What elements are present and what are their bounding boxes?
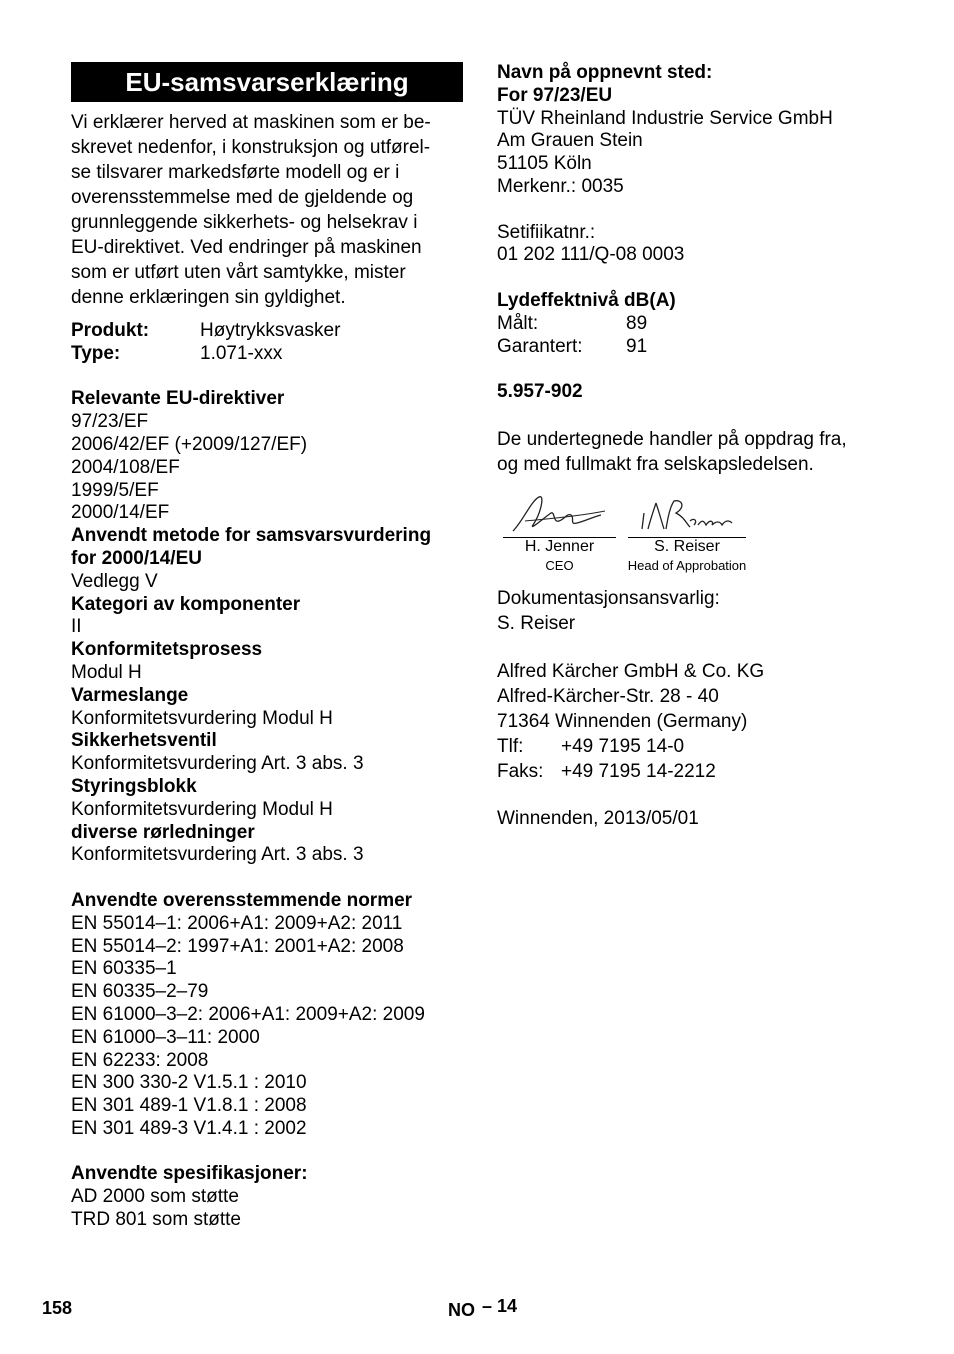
norm-item: EN 61000–3–2: 2006+A1: 2009+A2: 2009 — [71, 1003, 425, 1025]
company-block — [497, 659, 897, 734]
category-heading: Kategori av komponenter — [71, 593, 301, 615]
certificate-label: Setifiikatnr.: — [497, 221, 596, 243]
directive-item: 2006/42/EF (+2009/127/EF) — [71, 433, 308, 455]
category-value: II — [71, 616, 82, 638]
specs-heading: Anvendte spesifikasjoner: — [71, 1163, 308, 1185]
intro-line: denne erklæringen sin gyldighet. — [71, 287, 346, 308]
type-value: 1.071-xxx — [200, 342, 283, 364]
product-label: Produkt: — [71, 320, 150, 341]
sound-measured-label: Målt: — [497, 312, 539, 334]
norms-heading: Anvendte overensstemmende normer — [71, 889, 413, 911]
intro-line: som er utført uten vårt samtykke, mister — [71, 262, 406, 283]
process-heading: Konformitetsprosess — [71, 639, 263, 661]
signature-block — [497, 491, 622, 576]
phone-label: Tlf: — [497, 735, 524, 757]
mandate-line: og med fullmakt fra selskapsledelsen. — [497, 453, 814, 475]
company-city: 71364 Winnenden (Germany) — [497, 710, 748, 732]
notified-line: Am Grauen Stein — [497, 130, 643, 152]
component-heading: diverse rørledninger — [71, 821, 255, 843]
signatory-role: Head of Approbation — [627, 557, 747, 573]
sound-guaranteed-value: 91 — [626, 335, 648, 357]
component-heading: Styringsblokk — [71, 775, 197, 797]
product-value: Høytrykksvasker — [200, 320, 341, 341]
sound-guaranteed-row — [497, 336, 897, 359]
notified-line: TÜV Rheinland Industrie Service GmbH — [497, 107, 833, 129]
norm-item: EN 60335–2–79 — [71, 981, 209, 1003]
directive-item: 2004/108/EF — [71, 456, 180, 478]
type-row — [71, 343, 463, 366]
place-date: Winnenden, 2013/05/01 — [497, 808, 699, 830]
norm-item: EN 301 489-1 V1.8.1 : 2008 — [71, 1095, 307, 1117]
document-number: 5.957-902 — [497, 381, 583, 403]
component-value: Konformitetsvurdering Modul H — [71, 798, 333, 820]
notified-heading: Navn på oppnevnt sted: — [497, 62, 713, 83]
signature-block — [622, 491, 752, 576]
phone-row — [497, 734, 897, 759]
company-street: Alfred-Kärcher-Str. 28 - 40 — [497, 685, 719, 707]
directive-item: 97/23/EF — [71, 411, 149, 433]
mandate-line: De undertegnede handler på oppdrag fra, — [497, 428, 847, 450]
norm-item: EN 301 489-3 V1.4.1 : 2002 — [71, 1117, 307, 1139]
notified-line: 51105 Köln — [497, 153, 592, 175]
signatory-role: CEO — [545, 557, 574, 573]
intro-line: overensstemmelse med de gjeldende og — [71, 187, 414, 208]
sound-heading: Lydeffektnivå dB(A) — [497, 289, 676, 311]
page-title: EU-samsvarserklæring — [71, 62, 463, 102]
norm-item: EN 300 330-2 V1.5.1 : 2010 — [71, 1072, 307, 1094]
directive-item: 1999/5/EF — [71, 479, 159, 501]
sound-guaranteed-label: Garantert: — [497, 335, 583, 357]
intro-paragraph — [71, 110, 463, 310]
signatures — [497, 491, 897, 576]
phone-value: +49 7195 14-0 — [561, 735, 685, 757]
type-label: Type: — [71, 342, 121, 364]
sound-measured-row — [497, 313, 897, 336]
certificate-value: 01 202 111/Q-08 0003 — [497, 244, 685, 266]
fax-row — [497, 759, 897, 784]
signatory-name: H. Jenner — [503, 537, 616, 556]
product-row — [71, 320, 463, 343]
documentation-name: S. Reiser — [497, 612, 576, 634]
norm-item: EN 61000–3–11: 2000 — [71, 1026, 260, 1048]
signature-icon — [505, 491, 615, 537]
page-number: 158 — [42, 1298, 73, 1318]
signature-icon — [632, 491, 742, 537]
footer-section: – 14 — [482, 1296, 518, 1316]
footer-language: NO — [448, 1300, 475, 1320]
right-column — [497, 62, 897, 831]
component-heading: Varmeslange — [71, 684, 189, 706]
process-value: Modul H — [71, 661, 142, 683]
method-value: Vedlegg V — [71, 570, 158, 592]
signatory-name: S. Reiser — [628, 537, 746, 556]
spec-item: AD 2000 som støtte — [71, 1186, 239, 1208]
component-value: Konformitetsvurdering Art. 3 abs. 3 — [71, 844, 364, 866]
norm-item: EN 62233: 2008 — [71, 1049, 209, 1071]
sound-measured-value: 89 — [626, 312, 648, 334]
intro-line: skrevet nedenfor, i konstruksjon og utførel- — [71, 137, 431, 158]
intro-line: grunnleggende sikkerhets- og helsekrav i — [71, 212, 418, 233]
fax-label: Faks: — [497, 760, 544, 782]
notified-subheading: For 97/23/EU — [497, 84, 613, 106]
directive-item: 2000/14/EF — [71, 502, 170, 524]
intro-line: EU-direktivet. Ved endringer på maskinen — [71, 237, 422, 258]
spec-item: TRD 801 som støtte — [71, 1209, 241, 1231]
method-heading: Anvendt metode for samsvarsvurdering — [71, 525, 432, 547]
intro-line: se tilsvarer markedsførte modell og er i — [71, 162, 400, 183]
mandate-text — [497, 427, 897, 477]
component-value: Konformitetsvurdering Modul H — [71, 707, 333, 729]
company-name: Alfred Kärcher GmbH & Co. KG — [497, 660, 765, 682]
left-column — [71, 62, 463, 1232]
documentation-label: Dokumentasjonsansvarlig: — [497, 587, 720, 609]
norm-item: EN 55014–1: 2006+A1: 2009+A2: 2011 — [71, 912, 403, 934]
fax-value: +49 7195 14-2212 — [561, 760, 716, 782]
norm-item: EN 60335–1 — [71, 958, 177, 980]
norm-item: EN 55014–2: 1997+A1: 2001+A2: 2008 — [71, 935, 404, 957]
method-heading: for 2000/14/EU — [71, 547, 202, 569]
documentation-block — [497, 586, 897, 636]
directives-heading: Relevante EU-direktiver — [71, 388, 285, 410]
notified-line: Merkenr.: 0035 — [497, 175, 624, 197]
component-heading: Sikkerhetsventil — [71, 730, 217, 752]
component-value: Konformitetsvurdering Art. 3 abs. 3 — [71, 753, 364, 775]
intro-line: Vi erklærer herved at maskinen som er be- — [71, 112, 431, 133]
